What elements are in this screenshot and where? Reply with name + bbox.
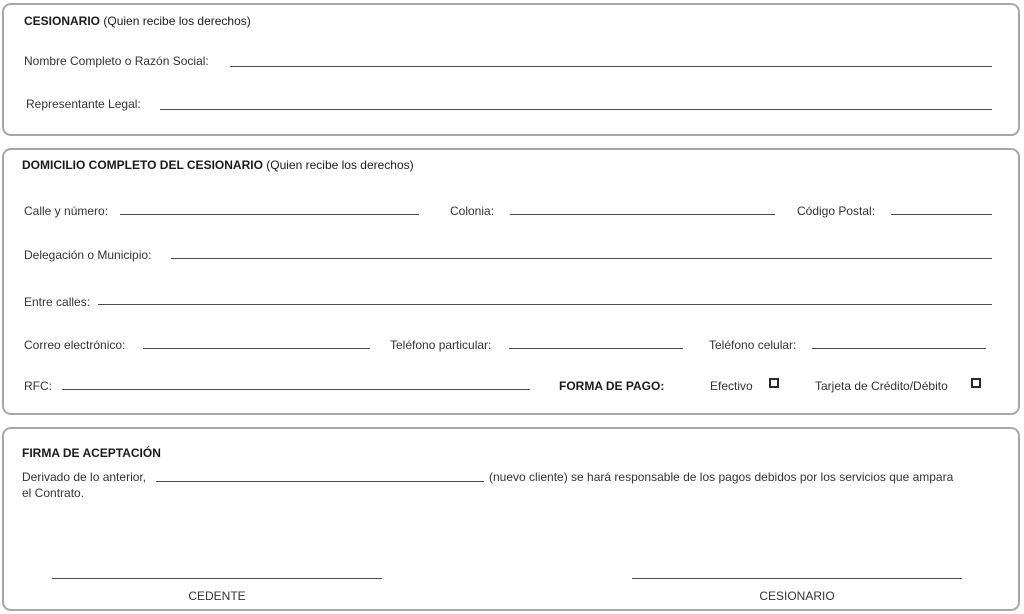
cesionario-signature-label: CESIONARIO — [759, 589, 835, 603]
efectivo-checkbox[interactable] — [769, 378, 779, 388]
colonia-line[interactable] — [510, 214, 775, 215]
cesionario-heading — [24, 14, 251, 28]
domicilio-heading — [22, 158, 414, 172]
calle-line[interactable] — [120, 214, 419, 215]
cesionario-title: CESIONARIO — [24, 14, 101, 28]
contrato-text: el Contrato. — [22, 486, 85, 500]
correo-label: Correo electrónico: — [24, 338, 126, 352]
derivado-text: Derivado de lo anterior, — [22, 470, 147, 484]
entre-calles-line[interactable] — [98, 304, 992, 305]
colonia-label: Colonia: — [450, 204, 495, 218]
tarjeta-checkbox[interactable] — [971, 378, 981, 388]
representante-line[interactable] — [160, 109, 992, 110]
cesionario-signature-line[interactable] — [632, 578, 962, 579]
representante-label: Representante Legal: — [26, 97, 141, 111]
tel-particular-line[interactable] — [509, 348, 683, 349]
forma-pago-label: FORMA DE PAGO: — [559, 379, 665, 393]
tel-celular-line[interactable] — [812, 348, 986, 349]
nombre-label: Nombre Completo o Razón Social: — [24, 54, 209, 68]
codigo-postal-label: Código Postal: — [797, 204, 876, 218]
domicilio-title: DOMICILIO COMPLETO DEL CESIONARIO — [22, 158, 263, 172]
efectivo-label: Efectivo — [710, 379, 753, 393]
cedente-label: CEDENTE — [188, 589, 246, 603]
rfc-line[interactable] — [62, 389, 530, 390]
tel-particular-label: Teléfono particular: — [390, 338, 492, 352]
nombre-line[interactable] — [230, 66, 992, 67]
cesionario-subtitle: (Quien recibe los derechos) — [103, 14, 251, 28]
nuevo-cliente-line[interactable] — [156, 481, 484, 482]
delegacion-label: Delegación o Municipio: — [24, 248, 152, 262]
delegacion-line[interactable] — [171, 258, 992, 259]
correo-line[interactable] — [143, 348, 370, 349]
tarjeta-label: Tarjeta de Crédito/Débito — [815, 379, 948, 393]
nuevo-cliente-text: (nuevo cliente) se hará responsable de los pagos debidos por los servicios que ampara — [489, 470, 954, 484]
domicilio-subtitle: (Quien recibe los derechos) — [266, 158, 414, 172]
rfc-label: RFC: — [24, 379, 52, 393]
firma-title: FIRMA DE ACEPTACIÓN — [22, 446, 161, 460]
calle-label: Calle y número: — [24, 204, 109, 218]
domicilio-section — [2, 148, 1020, 415]
tel-celular-label: Teléfono celular: — [709, 338, 797, 352]
entre-calles-label: Entre calles: — [24, 295, 91, 309]
codigo-postal-line[interactable] — [891, 214, 992, 215]
cedente-signature-line[interactable] — [52, 578, 382, 579]
